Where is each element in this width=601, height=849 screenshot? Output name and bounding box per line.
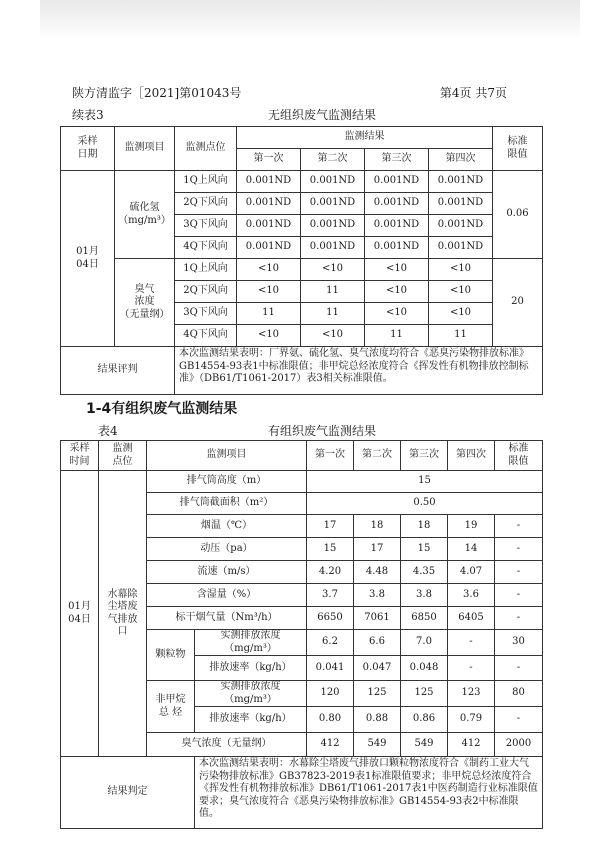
t4-cell: 0.80: [307, 707, 354, 733]
t4-h-r4: 第四次: [448, 441, 495, 471]
t3-point: 2Q下风向: [175, 281, 237, 303]
t4-cell: 120: [307, 681, 354, 707]
t4-cell: 549: [354, 733, 401, 757]
t4-cell: 125: [401, 681, 448, 707]
t3-cell: 0.001ND: [365, 215, 429, 237]
t3-cell: 0.001ND: [429, 193, 493, 215]
t4-cell: 6850: [401, 607, 448, 630]
t3-odor-limit: 20: [493, 259, 543, 347]
t4-cell: 15: [307, 538, 354, 561]
t3-cell: 11: [429, 325, 493, 347]
t4-cell: -: [448, 656, 495, 681]
t4-cell: 4.48: [354, 561, 401, 584]
t4-cell: 0.047: [354, 656, 401, 681]
t4-limit: -: [495, 656, 543, 681]
t3-cell: <10: [301, 325, 365, 347]
t4-h-time: 采样 时间: [61, 441, 99, 471]
t3-h2s-limit: 0.06: [493, 171, 543, 259]
t3-cell: <10: [365, 259, 429, 281]
t3-cell: <10: [429, 259, 493, 281]
t4-cell: 0.041: [307, 656, 354, 681]
t4-pm-group: 颗粒物: [147, 630, 195, 681]
t4-stack-area-value: 0.50: [307, 493, 543, 515]
t3-cell: 0.001ND: [429, 237, 493, 259]
t4-cell: 18: [354, 515, 401, 538]
t3-cell: 0.001ND: [237, 237, 301, 259]
t4-cell: 4.35: [401, 561, 448, 584]
t4-limit: -: [495, 561, 543, 584]
t3-date: 01月 04日: [61, 171, 115, 347]
t3-cell: <10: [429, 281, 493, 303]
t4-stack-height-label: 排气筒高度（m）: [147, 471, 307, 493]
t4-cell: 17: [307, 515, 354, 538]
t3-cell: 0.001ND: [301, 215, 365, 237]
t4-cell: 3.6: [448, 584, 495, 607]
t4-limit: -: [495, 707, 543, 733]
t3-h-date: 采样 日期: [61, 127, 115, 171]
section-title: 1-4有组织废气监测结果: [86, 401, 238, 417]
t3-cell: <10: [429, 303, 493, 325]
t4-row-label: 标干烟气量（Nm³/h）: [147, 607, 307, 630]
t4-cell: 0.88: [354, 707, 401, 733]
t3-cell: 0.001ND: [365, 237, 429, 259]
t4-h-point: 监测 点位: [99, 441, 147, 471]
table3-caption-title: 无组织废气监测结果: [268, 108, 377, 122]
t3-cell: 0.001ND: [429, 171, 493, 193]
t4-cell: 14: [448, 538, 495, 561]
t4-eval-text: 本次监测结果表明：水幕除尘塔废气排放口颗粒物浓度符合《制药工业大气污染物排放标准》GB37823-2019表1标准限值要求；非甲烷总烃浓度符合《挥发性有机物排放标准》DB61/T1061-2017表1中医药制造行业标准限值要求；臭气浓度符合《恶臭污染物排放标准》GB14554-93表2中标准限值。: [195, 757, 543, 829]
t3-odor-item: 臭气 浓度 （无量纲）: [115, 259, 175, 347]
t3-cell: 0.001ND: [301, 171, 365, 193]
t3-point: 4Q下风向: [175, 237, 237, 259]
t4-cell: -: [448, 630, 495, 656]
t4-limit: -: [495, 515, 543, 538]
t4-row-label: 含湿量（%）: [147, 584, 307, 607]
t3-point: 3Q下风向: [175, 303, 237, 325]
t3-h-r2: 第二次: [301, 149, 365, 171]
t4-date: 01月 04日: [61, 471, 99, 757]
t4-cell: 3.8: [354, 584, 401, 607]
t4-limit: 2000: [495, 733, 543, 757]
t3-cell: 11: [237, 303, 301, 325]
t4-cell: 6.2: [307, 630, 354, 656]
t4-cell: 0.79: [448, 707, 495, 733]
table4: [60, 440, 543, 829]
t4-cell: 15: [401, 538, 448, 561]
t3-cell: 0.001ND: [237, 215, 301, 237]
t3-cell: 11: [365, 325, 429, 347]
t4-row-label: 臭气浓度（无量纲）: [147, 733, 307, 757]
t4-row-label: 烟温（℃）: [147, 515, 307, 538]
t4-point: 水幕除 尘塔废 气排放 口: [99, 471, 147, 757]
t4-cell: 6405: [448, 607, 495, 630]
t3-h-r3: 第三次: [365, 149, 429, 171]
t4-nmhc-group: 非甲烷 总 烃: [147, 681, 195, 733]
t3-cell: 0.001ND: [237, 193, 301, 215]
table4-caption-title: 有组织废气监测结果: [268, 424, 377, 438]
page-indicator: 第4页 共7页: [439, 86, 507, 100]
t3-h-point: 监测点位: [175, 127, 237, 171]
t3-h-r1: 第一次: [237, 149, 301, 171]
t3-cell: 11: [301, 303, 365, 325]
t3-cell: <10: [365, 281, 429, 303]
t3-h-limit: 标准 限值: [493, 127, 543, 171]
t4-h-r1: 第一次: [307, 441, 354, 471]
t3-cell: 0.001ND: [301, 193, 365, 215]
t4-row-label: 排放速率（kg/h）: [195, 707, 307, 733]
t4-h-limit: 标准 限值: [495, 441, 543, 471]
t3-h2s-item: 硫化氢 （mg/m³）: [115, 171, 175, 259]
t4-limit: -: [495, 584, 543, 607]
t3-cell: 0.001ND: [237, 171, 301, 193]
t3-eval-label: 结果评判: [61, 347, 175, 395]
t3-h-r4: 第四次: [429, 149, 493, 171]
t4-cell: 549: [401, 733, 448, 757]
table3: [60, 126, 543, 395]
t3-cell: 0.001ND: [301, 237, 365, 259]
t4-eval-label: 结果判定: [61, 757, 195, 829]
t4-limit: 80: [495, 681, 543, 707]
t4-cell: 125: [354, 681, 401, 707]
table3-caption-no: 续表3: [72, 108, 104, 122]
t3-cell: <10: [237, 325, 301, 347]
top-stamp-shadow: [40, 0, 580, 40]
t4-limit: -: [495, 607, 543, 630]
t4-cell: 4.20: [307, 561, 354, 584]
t3-cell: 0.001ND: [429, 215, 493, 237]
t3-cell: 0.001ND: [365, 171, 429, 193]
t4-cell: 3.8: [401, 584, 448, 607]
t4-row-label: 动压（pa）: [147, 538, 307, 561]
t4-stack-area-label: 排气筒截面积（m²）: [147, 493, 307, 515]
t3-eval-text: 本次监测结果表明：厂界氨、硫化氢、臭气浓度均符合《恶臭污染物排放标准》GB14554-93表1中标准限值；非甲烷总烃浓度符合《挥发性有机物排放控制标准》（DB61/T1061-2017）表3相关标准限值。: [175, 347, 543, 395]
t4-h-item: 监测项目: [147, 441, 307, 471]
t4-row-label: 排放速率（kg/h）: [195, 656, 307, 681]
t4-cell: 17: [354, 538, 401, 561]
t4-cell: 3.7: [307, 584, 354, 607]
t4-row-label: 流速（m/s）: [147, 561, 307, 584]
t3-cell: 0.001ND: [365, 193, 429, 215]
t4-h-r3: 第三次: [401, 441, 448, 471]
t4-row-label: 实测排放浓度（mg/m³）: [195, 630, 307, 656]
t4-cell: 7061: [354, 607, 401, 630]
t4-cell: 0.86: [401, 707, 448, 733]
t3-cell: <10: [365, 303, 429, 325]
t4-cell: 412: [448, 733, 495, 757]
t4-limit: -: [495, 538, 543, 561]
t3-cell: <10: [301, 259, 365, 281]
t4-cell: 4.07: [448, 561, 495, 584]
doc-number: 陕方清监字［2021]第01043号: [72, 86, 242, 100]
t4-row-label: 实测排放浓度（mg/m³）: [195, 681, 307, 707]
t4-cell: 123: [448, 681, 495, 707]
t4-cell: 412: [307, 733, 354, 757]
t3-point: 1Q上风向: [175, 259, 237, 281]
t3-point: 1Q上风向: [175, 171, 237, 193]
t3-cell: 11: [301, 281, 365, 303]
t3-point: 2Q下风向: [175, 193, 237, 215]
t4-h-r2: 第二次: [354, 441, 401, 471]
t4-cell: 18: [401, 515, 448, 538]
t4-stack-height-value: 15: [307, 471, 543, 493]
table4-caption-no: 表4: [98, 424, 118, 438]
t3-h-item: 监测项目: [115, 127, 175, 171]
t4-cell: 19: [448, 515, 495, 538]
t4-cell: 6650: [307, 607, 354, 630]
t3-cell: <10: [237, 259, 301, 281]
t3-point: 3Q下风向: [175, 215, 237, 237]
t3-point: 4Q下风向: [175, 325, 237, 347]
t4-cell: 0.048: [401, 656, 448, 681]
t4-limit: 30: [495, 630, 543, 656]
t3-cell: <10: [237, 281, 301, 303]
t4-cell: 7.0: [401, 630, 448, 656]
t3-h-results: 监测结果: [237, 127, 493, 149]
t4-cell: 6.6: [354, 630, 401, 656]
